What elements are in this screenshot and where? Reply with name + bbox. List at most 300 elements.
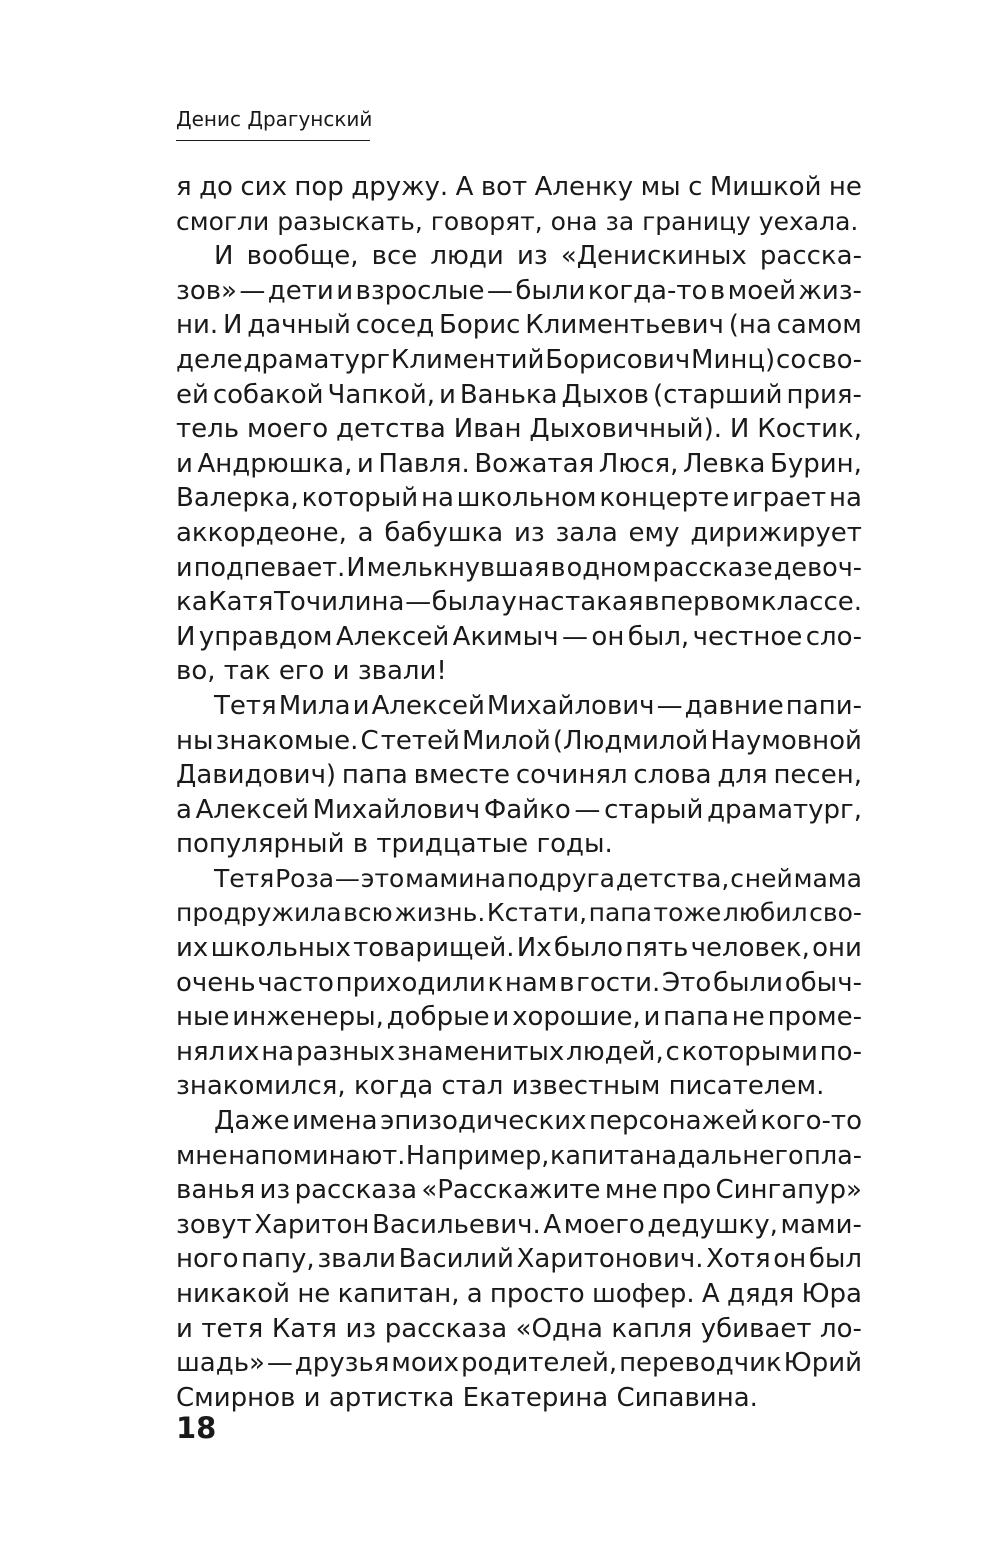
word: а	[466, 1279, 483, 1309]
word: звали!	[357, 656, 447, 687]
word: и	[176, 1313, 193, 1344]
word: аккордеоне,	[176, 517, 347, 548]
word: детства	[336, 414, 446, 445]
word: мамина	[405, 863, 507, 893]
word: зала	[555, 517, 618, 548]
word: Точилина	[273, 587, 405, 618]
word: Харитонович.	[516, 1244, 704, 1275]
word: знакомые.	[215, 725, 359, 756]
word: одном	[566, 552, 652, 583]
word: люди	[430, 241, 504, 272]
body-text	[176, 170, 862, 1415]
word: —	[656, 690, 683, 721]
text-line	[176, 654, 862, 689]
word: ей	[176, 379, 209, 410]
word: говорят,	[430, 206, 551, 236]
word: Павля.	[378, 448, 470, 479]
word: бабушка	[384, 517, 504, 548]
word: не	[297, 1279, 331, 1309]
word: Юра	[801, 1279, 862, 1309]
word: папа	[341, 760, 408, 791]
word: играет	[732, 483, 827, 514]
word: Файко	[483, 794, 571, 825]
word: в	[709, 275, 726, 306]
word: так	[223, 656, 279, 687]
word: годы.	[536, 829, 613, 860]
text-line	[176, 447, 862, 482]
word: сих	[240, 172, 287, 202]
word: тоже	[653, 898, 722, 928]
word: людей,	[566, 1036, 664, 1067]
word: драматург	[243, 344, 391, 375]
word: —	[266, 1348, 293, 1379]
word: песен,	[773, 760, 862, 791]
word: убивает	[700, 1313, 812, 1344]
word: Василий	[398, 1244, 514, 1275]
text-line	[176, 481, 862, 516]
text-line	[176, 689, 862, 724]
word: Давидович)	[176, 760, 337, 791]
word: мне	[176, 1140, 228, 1171]
word: кого-то	[760, 1106, 862, 1137]
word: девоч-	[773, 552, 862, 583]
text-line	[176, 1035, 862, 1070]
word: —	[239, 275, 266, 306]
word: детства,	[615, 863, 730, 893]
word: пор	[294, 172, 344, 202]
word: мама	[793, 863, 862, 893]
word: Чапкой,	[327, 379, 436, 410]
word: нас	[517, 587, 565, 618]
word: во,	[176, 656, 224, 687]
word: за	[605, 206, 643, 236]
text-line	[176, 1208, 862, 1243]
word: по-	[819, 1036, 862, 1067]
word: капитана	[549, 1140, 678, 1171]
word: Вожатая	[474, 448, 595, 479]
word: Бурин,	[770, 448, 862, 479]
word: взрослые	[355, 275, 485, 306]
word: папа	[588, 898, 652, 928]
word: которыми	[681, 1036, 818, 1067]
word: не	[731, 1002, 765, 1033]
word: Климентий	[390, 344, 545, 375]
word: —	[405, 587, 432, 618]
word: с	[665, 1036, 680, 1067]
word: стал	[441, 1071, 512, 1102]
word: Роза	[275, 863, 335, 893]
word: ные	[176, 1002, 230, 1033]
word: переводчик	[619, 1348, 782, 1379]
word: Смирнов	[176, 1382, 304, 1413]
word: товарищей.	[353, 933, 515, 964]
word: он	[591, 621, 625, 652]
word: Хотя	[706, 1244, 771, 1275]
word: эпизодических	[380, 1106, 587, 1137]
word: в	[644, 587, 660, 618]
word: и	[303, 1382, 329, 1413]
word: и	[352, 690, 370, 721]
word: часто	[257, 967, 334, 998]
text-line	[176, 758, 862, 793]
word: Андрюшка,	[197, 448, 353, 479]
word: Например,	[405, 1140, 550, 1171]
word: друзья	[294, 1348, 390, 1379]
word: к	[487, 967, 504, 998]
word: ему	[628, 517, 680, 548]
word: и	[356, 448, 374, 479]
text-line	[176, 966, 862, 1001]
text-line	[176, 308, 862, 343]
word: мне	[604, 1175, 658, 1206]
word: Аленку	[534, 172, 634, 202]
word: известным	[511, 1071, 669, 1102]
word: до	[199, 172, 233, 202]
word: сочинял	[515, 760, 628, 791]
word: шадь»	[176, 1348, 265, 1379]
word: сво-	[807, 344, 862, 375]
word: управдом	[198, 621, 333, 652]
word: просто	[489, 1279, 585, 1309]
text-line	[176, 1381, 862, 1416]
word: Юрий	[783, 1348, 862, 1379]
word: сосед	[355, 310, 435, 341]
word: шофер.	[591, 1279, 695, 1309]
word: для	[717, 760, 768, 791]
word: продружила	[176, 898, 342, 928]
text-line	[176, 1346, 862, 1381]
text-line	[176, 896, 862, 931]
word: с	[688, 172, 703, 202]
word: дядя	[726, 1279, 795, 1309]
word: «Расскажите	[421, 1175, 601, 1206]
word: разных	[295, 1036, 396, 1067]
word: Катя	[271, 1313, 337, 1344]
word: И	[222, 310, 243, 341]
word: моих	[391, 1348, 460, 1379]
text-line	[176, 274, 862, 309]
word: Мишкой	[709, 172, 822, 202]
word: и	[492, 1002, 510, 1033]
word: не	[828, 172, 862, 202]
word: ней	[744, 863, 793, 893]
text-line	[176, 412, 862, 447]
word: ванья	[176, 1175, 256, 1206]
word: С	[360, 725, 379, 756]
word: Харитон	[254, 1209, 370, 1240]
word: Дыховичный).	[529, 414, 722, 445]
word: вот	[480, 172, 528, 202]
word: с	[730, 863, 744, 893]
word: хорошие,	[512, 1002, 641, 1033]
word: любил	[722, 898, 808, 928]
word: ни.	[176, 310, 219, 341]
word: писателем.	[668, 1071, 825, 1102]
word: тетя	[201, 1313, 264, 1344]
word: Тетя	[214, 690, 277, 721]
word: папу,	[241, 1244, 315, 1275]
word: А	[543, 1209, 562, 1240]
word: моего	[247, 414, 329, 445]
word: разыскать,	[277, 206, 431, 236]
word: прия-	[786, 379, 862, 410]
word: и	[336, 275, 354, 306]
word: Их	[516, 933, 552, 964]
word: обыч-	[784, 967, 862, 998]
word: Михайлович	[486, 690, 655, 721]
word: дирижирует	[690, 517, 862, 548]
word: сво-	[809, 898, 862, 928]
word: И	[346, 552, 366, 583]
word: Катя	[208, 587, 274, 618]
word: А	[455, 172, 474, 202]
text-line	[176, 1173, 862, 1208]
word: капля	[611, 1313, 693, 1344]
word: зовут	[176, 1209, 252, 1240]
word: у	[501, 587, 517, 618]
page-number: 18	[176, 1411, 217, 1445]
word: Люся,	[598, 448, 679, 479]
word: дружу.	[351, 172, 449, 202]
word: подруга	[506, 863, 615, 893]
word: был,	[627, 621, 690, 652]
word: никакой	[176, 1279, 291, 1309]
word: имена	[292, 1106, 378, 1137]
word: жизнь.	[394, 898, 486, 928]
word: из	[513, 517, 545, 548]
word: А	[701, 1279, 720, 1309]
word: ло-	[819, 1313, 862, 1344]
word: и	[332, 656, 358, 687]
word: зов»	[176, 275, 237, 306]
word: сло-	[805, 621, 862, 652]
word: когда-то	[587, 275, 708, 306]
word: собакой	[212, 379, 324, 410]
word: Борисович	[545, 344, 691, 375]
word: добрые	[386, 1002, 490, 1033]
word: проме-	[767, 1002, 862, 1033]
word: пять	[625, 933, 689, 964]
word: звали	[317, 1244, 396, 1275]
word: Михайлович	[312, 794, 481, 825]
word: Сипавина.	[616, 1382, 758, 1413]
word: (Людмилой	[552, 725, 709, 756]
word: Наумовной	[710, 725, 862, 756]
word: их	[227, 1036, 260, 1067]
word: инженеры,	[232, 1002, 384, 1033]
word: из	[516, 241, 548, 272]
text-line	[176, 378, 862, 413]
word: Левка	[682, 448, 766, 479]
word: школьных	[210, 933, 351, 964]
word: первом	[659, 587, 761, 618]
running-head: Денис Драгунский	[176, 106, 370, 141]
word: —	[574, 794, 601, 825]
word: популярный	[176, 829, 353, 860]
word: Мила	[278, 690, 351, 721]
word: Ванька	[459, 379, 558, 410]
word: знаменитых	[396, 1036, 565, 1067]
word: я	[176, 172, 192, 202]
word: пла-	[804, 1140, 862, 1171]
word: школьном	[456, 483, 597, 514]
word: (на	[728, 310, 772, 341]
word: капитан,	[337, 1279, 460, 1309]
word: самом	[776, 310, 862, 341]
word: Милой	[461, 725, 551, 756]
word: его	[278, 656, 333, 687]
word: артистка	[328, 1382, 463, 1413]
word: были	[712, 967, 784, 998]
word: Минц)	[691, 344, 776, 375]
word: папи-	[785, 690, 862, 721]
word: который	[301, 483, 419, 514]
text-line	[176, 862, 862, 897]
word: слова	[633, 760, 712, 791]
word: человек,	[690, 933, 810, 964]
word: дедушку,	[647, 1209, 778, 1240]
text-line	[176, 239, 862, 274]
word: уехала.	[758, 206, 859, 236]
text-line	[176, 551, 862, 586]
word: он	[773, 1244, 807, 1275]
word: со	[776, 344, 807, 375]
text-line	[176, 170, 862, 205]
word: вообще,	[246, 241, 359, 272]
word: про	[661, 1175, 712, 1206]
word: очень	[176, 967, 256, 998]
word: Это	[662, 967, 712, 998]
text-line	[176, 585, 862, 620]
word: Валерка,	[176, 483, 299, 514]
word: в	[352, 829, 377, 860]
word: Акимыч	[452, 621, 559, 652]
word: —	[334, 863, 360, 893]
word: на	[828, 483, 862, 514]
word: из	[345, 1313, 377, 1344]
word: вместе	[413, 760, 511, 791]
word: мелькнувшая	[366, 552, 550, 583]
word: напоминают.	[228, 1140, 406, 1171]
word: на	[261, 1036, 295, 1067]
text-line	[176, 1000, 862, 1035]
word: Дыхов	[561, 379, 649, 410]
word: их	[176, 933, 209, 964]
word: мами-	[780, 1209, 862, 1240]
word: —	[562, 621, 588, 652]
text-line	[176, 793, 862, 828]
word: рассказа	[384, 1313, 508, 1344]
word: дальнего	[677, 1140, 804, 1171]
word: это	[360, 863, 405, 893]
word: а	[357, 517, 374, 548]
word: дети	[267, 275, 334, 306]
word: мы	[640, 172, 681, 202]
text-line	[176, 1312, 862, 1347]
word: моего	[563, 1209, 645, 1240]
word: персонажей	[588, 1106, 758, 1137]
word: Екатерина	[462, 1382, 617, 1413]
word: в	[550, 552, 566, 583]
word: Климентьевич	[525, 310, 724, 341]
word: И	[176, 621, 196, 652]
word: она	[550, 206, 606, 236]
word: все	[371, 241, 418, 272]
word: были	[515, 275, 586, 306]
text-line	[176, 343, 862, 378]
word: Сингапур»	[715, 1175, 862, 1206]
word: папа	[663, 1002, 730, 1033]
text-line	[176, 620, 862, 655]
word: когда	[353, 1071, 442, 1102]
word: Даже	[214, 1106, 290, 1137]
word: Алексей	[335, 621, 450, 652]
text-line	[176, 827, 862, 862]
word: приходили	[335, 967, 486, 998]
word: была	[431, 587, 501, 618]
word: Кстати,	[486, 898, 588, 928]
word: «Денискиных	[560, 241, 747, 272]
word: честное	[692, 621, 803, 652]
word: в	[559, 967, 575, 998]
word: ка	[176, 587, 208, 618]
word: давние	[684, 690, 784, 721]
word: ного	[176, 1244, 239, 1275]
word: (старший	[652, 379, 783, 410]
word: а	[176, 794, 192, 825]
word: смогли	[176, 206, 278, 236]
word: Костик,	[757, 414, 862, 445]
text-line	[176, 1242, 862, 1277]
text-line	[176, 1277, 862, 1312]
text-line	[176, 205, 862, 240]
word: классе.	[760, 587, 862, 618]
word: моей	[727, 275, 796, 306]
word: Алексей	[195, 794, 309, 825]
word: «Одна	[515, 1313, 603, 1344]
word: концерте	[599, 483, 730, 514]
word: Алексей	[371, 690, 485, 721]
text-line	[176, 724, 862, 759]
word: родителей,	[460, 1348, 618, 1379]
word: драматург,	[707, 794, 862, 825]
word: и	[176, 552, 193, 583]
word: рассказе	[652, 552, 773, 583]
text-line	[176, 1069, 862, 1104]
word: расска-	[759, 241, 862, 272]
word: знакомился,	[176, 1071, 354, 1102]
word: И	[729, 414, 750, 445]
word: Иван	[453, 414, 522, 445]
word: был	[808, 1244, 862, 1275]
word: нам	[504, 967, 558, 998]
word: нял	[176, 1036, 226, 1067]
word: было	[553, 933, 623, 964]
word: Борис	[439, 310, 521, 341]
word: тридцатые	[376, 829, 537, 860]
word: такая	[565, 587, 644, 618]
word: деле	[176, 344, 243, 375]
text-line	[176, 516, 862, 551]
word: дачный	[247, 310, 351, 341]
word: старый	[604, 794, 704, 825]
text-line	[176, 1104, 862, 1139]
word: тетей	[380, 725, 460, 756]
word: подпевает.	[193, 552, 346, 583]
word: Тетя	[214, 863, 275, 893]
word: тель	[176, 414, 240, 445]
word: они	[812, 933, 862, 964]
